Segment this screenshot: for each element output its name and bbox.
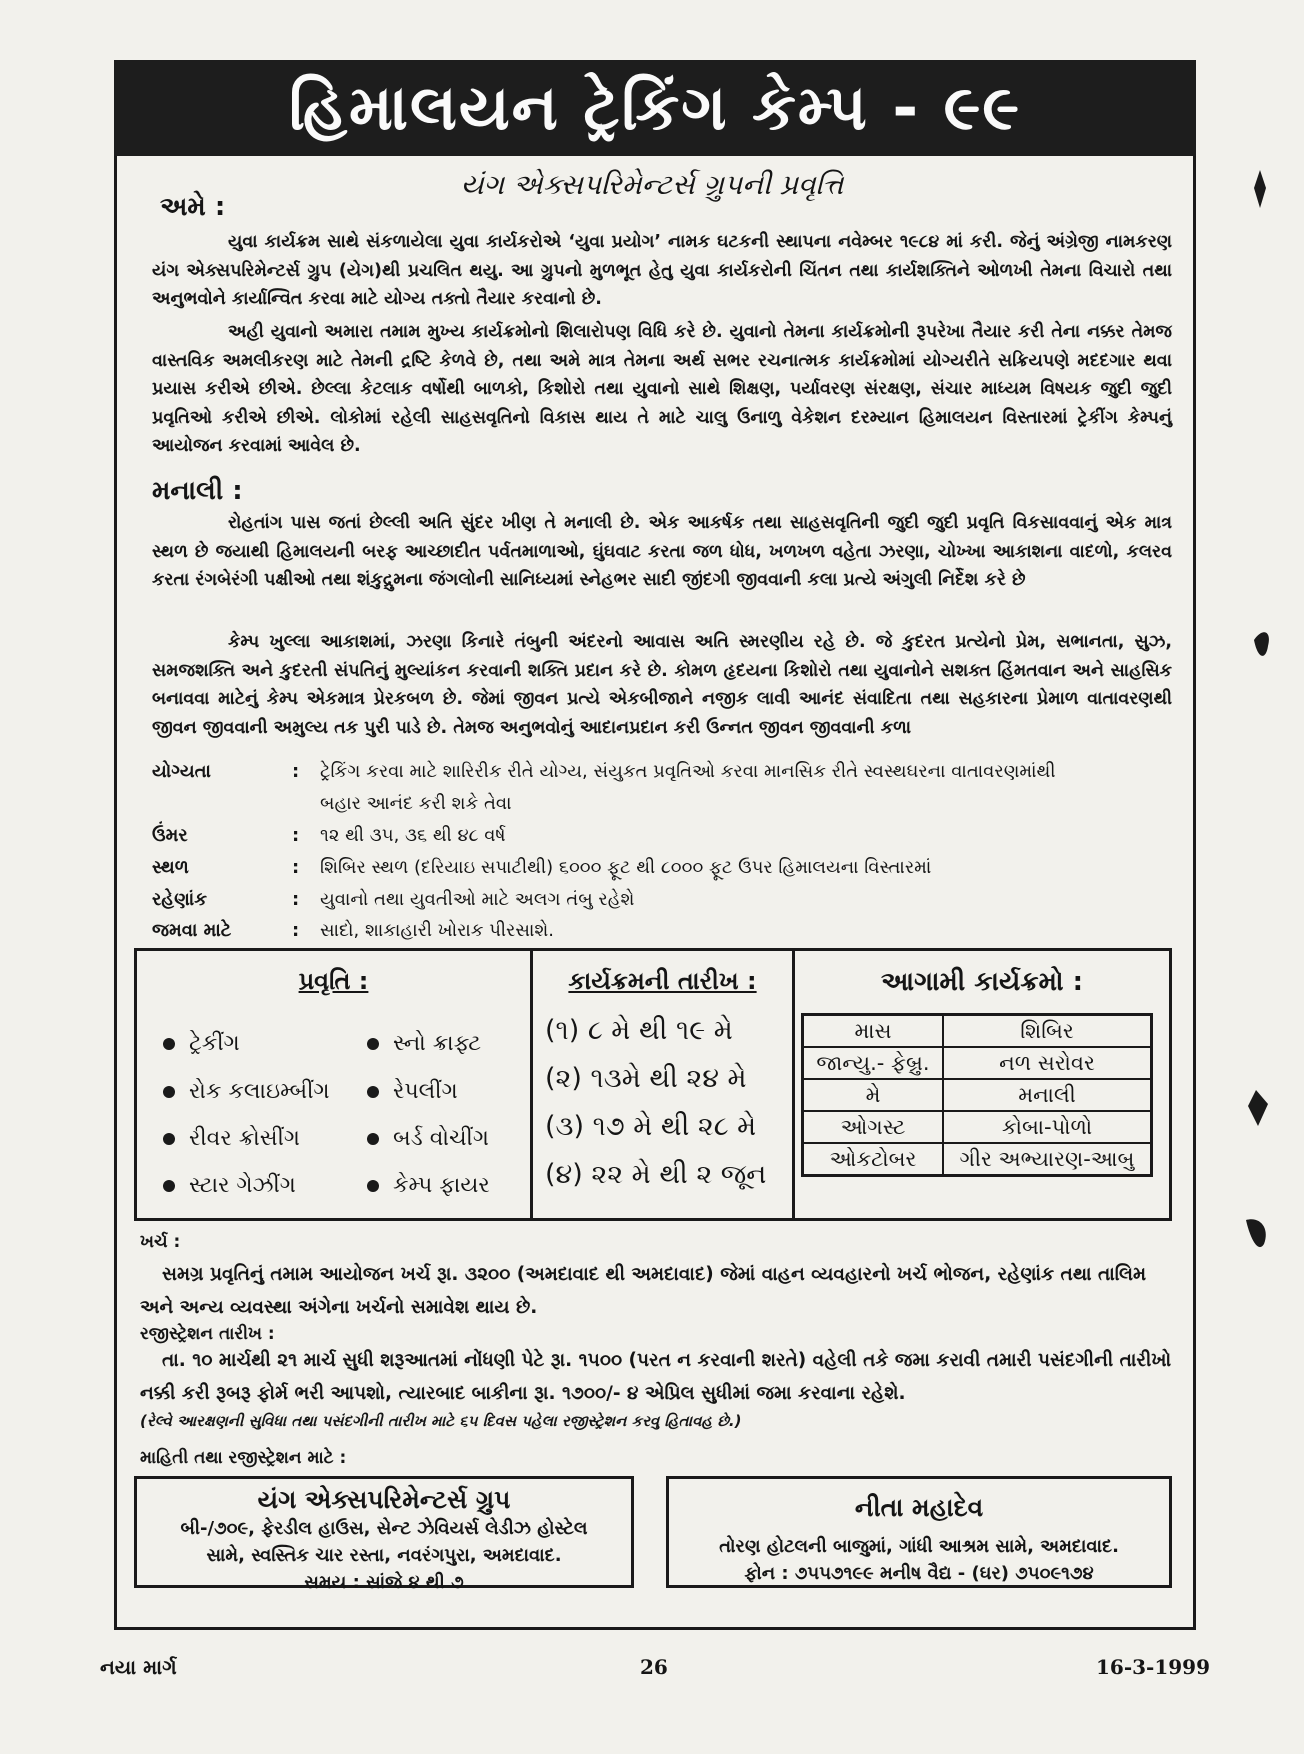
table-row xyxy=(803,1111,1152,1143)
manali-heading: મનાલી : xyxy=(152,476,243,506)
table-cell: મનાલી xyxy=(943,1079,1152,1111)
about-paragraph-1: યુવા કાર્યક્રમ સાથે સંકળાયેલા યુવા કાર્યકરોએ ‘યુવા પ્રયોગ’ નામક ઘટકની સ્થાપના નવેમ્બર ૧૯૮૪ માં કરી. જેનું અંગ્રેજી નામકરણ યંગ એક્સપરિમેન્ટર્સ ગ્રુપ (યેગ)થી પ્રચલિત થયુ. આ ગ્રુપનો મુળભૂત હેતુ યુવા કાર્યકરોની ચિંતન તથા કાર્યશક્તિને ઓળખી તેમના વિચારો તથા અનુભવોને કાર્યાન્વિત કરવા માટે યોગ્ય તક્તો તૈયાર કરવાનો છે. xyxy=(152,232,1172,309)
contact-box-person xyxy=(666,1476,1172,1588)
cost-text: સમગ્ર પ્રવૃતિનું તમામ આયોજન ખર્ચ રૂા. ૩૨૦૦ (અમદાવાદ થી અમદાવાદ) જેમાં વાહન વ્યવહારનો ખર્ચ ભોજન, રહેણાંક તથા તાલિમ અને અન્ય વ્યવસ્થા અંગેના ખર્ચનો સમાવેશ થાય છે. xyxy=(140,1264,1147,1318)
contact-name: નીતા મહાદેવ xyxy=(854,1493,984,1522)
table-cell: ઓકટોબર xyxy=(803,1143,944,1176)
contact-name: યંગ એક્સપરિમેન્ટર્સ ગ્રુપ xyxy=(257,1485,511,1514)
punch-hole-icon xyxy=(1240,160,1280,1360)
table-cell: ગીર અભ્યારણ-આબુ xyxy=(943,1143,1152,1176)
contact-box-group xyxy=(134,1476,634,1593)
footer-date: 16-3-1999 xyxy=(1096,1655,1211,1679)
detail-value: ૧૨ થી ૩૫, ૩૬ થી ૪૮ વર્ષ xyxy=(320,825,506,846)
registration-text: તા. ૧૦ માર્ચથી ૨૧ માર્ચ સુધી શરૂઆતમાં નોંધણી પેટે રૂા. ૧૫૦૦ (પરત ન કરવાની શરતે) વહેલી તકે જમા કરાવી તમારી પસંદગીની તારીખો નક્કી કરી રૂબરૂ ફોર્મ ભરી આપશો, ત્યારબાદ બાકીના રૂા. ૧૭૦૦/- ૪ એપ્રિલ સુધીમાં જમા કરવાના રહેશે. xyxy=(140,1350,1172,1404)
activity-item: રેપલીંગ xyxy=(367,1079,458,1104)
subtitle: યંગ એક્સપરિમેન્ટર્સ ગ્રુપની પ્રવૃત્તિ xyxy=(460,168,844,201)
contact-address-line: સામે, સ્વસ્તિક ચાર રસ્તા, નવરંગપુરા, અમદાવાદ. xyxy=(206,1545,562,1566)
activity-item: ટ્રેકીંગ xyxy=(163,1031,240,1056)
table-cell: નળ સરોવર xyxy=(943,1047,1152,1079)
table-header-cell: શિબિર xyxy=(943,1015,1152,1048)
detail-label: સ્થળ xyxy=(152,857,189,878)
registration-note: (રેલ્વે આરક્ષણની સુવિધા તથા પસંદગીની તારીખ માટે ૬૫ દિવસ પહેલા રજીસ્ટ્રેશન કરવુ હિતાવહ છે.) xyxy=(140,1412,742,1430)
activity-item: રીવર ક્રોસીંગ xyxy=(163,1126,300,1151)
detail-value: યુવાનો તથા યુવતીઓ માટે અલગ તંબુ રહેશે xyxy=(320,889,635,910)
activities-box xyxy=(137,951,533,1218)
table-cell: કોબા-પોળો xyxy=(943,1111,1152,1143)
activity-item: સ્નો ક્રાફ્ટ xyxy=(367,1031,481,1056)
table-row xyxy=(803,1079,1152,1111)
contact-timing: સમય : સાંજે ૪ થી ૭ xyxy=(304,1572,464,1593)
program-date-item: (૧) ૮ મે થી ૧૯ મે xyxy=(545,1015,733,1046)
detail-value: શિબિર સ્થળ (દરિયાઇ સપાટીથી) ૬૦૦૦ ફૂટ થી ૮૦૦૦ ફૂટ ઉપર હિમાલયના વિસ્તારમાં xyxy=(320,857,932,878)
table-row xyxy=(803,1047,1152,1079)
program-dates-box xyxy=(533,951,795,1218)
detail-label: ઉંમર xyxy=(152,825,188,846)
info-boxes xyxy=(134,948,1172,1221)
detail-value: સાદો, શાકાહારી ખોરાક પીરસાશે. xyxy=(320,920,554,941)
registration-heading: રજીસ્ટ્રેશન તારીખ : xyxy=(140,1324,275,1344)
contact-heading: માહિતી તથા રજીસ્ટ્રેશન માટે : xyxy=(140,1448,347,1468)
cost-heading: ખર્ચ : xyxy=(140,1232,181,1252)
program-date-item: (૨) ૧૩મે થી ૨૪ મે xyxy=(545,1063,747,1094)
activity-item: સ્ટાર ગેઝીંગ xyxy=(163,1173,296,1198)
about-paragraph-2: અહી યુવાનો અમારા તમામ મુખ્ય કાર્યક્રમોનો શિલારોપણ વિધિ કરે છે. યુવાનો તેમના કાર્યક્રમોની રૂપરેખા તૈયાર કરી તેના નક્કર તેમજ વાસ્તવિક અમલીકરણ માટે તેમની દ્રષ્ટિ કેળવે છે, તથા અમે માત્ર તેમના અર્થ સભર રચનાત્મક કાર્યક્રમોમાં યોગ્યરીતે સક્રિયપણે મદદગાર થવા પ્રયાસ કરીએ છીએ. છેલ્લા કેટલાક વર્ષોથી બાળકો, કિશોરો તથા યુવાનો સાથે શિક્ષણ, પર્યાવરણ સંરક્ષણ, સંચાર માધ્યમ વિષયક જુદી જુદી પ્રવૃતિઓ કરીએ છીએ. લોકોમાં રહેલી સાહસવૃતિનો વિકાસ થાય તે માટે ચાલુ ઉનાળુ વેકેશન દરમ્યાન હિમાલયન વિસ્તારમાં ટ્રેકીંગ કેમ્પનું આયોજન કરવામાં આવેલ છે. xyxy=(152,322,1172,456)
contact-address-line: તોરણ હોટલની બાજુમાં, ગાંધી આશ્રમ સામે, અમદાવાદ. xyxy=(719,1536,1119,1557)
activities-title: પ્રવૃતિ : xyxy=(298,967,369,995)
table-row xyxy=(803,1143,1152,1176)
manali-paragraph-1: રોહતાંગ પાસ જતાં છેલ્લી અતિ સુંદર ખીણ તે મનાલી છે. એક આકર્ષક તથા સાહસવૃતિની જુદી જુદી પ્રવૃતિ વિકસાવવાનું એક માત્ર સ્થળ છે જયાથી હિમાલયની બરફ આચ્છાદીત પર્વતમાળાઓ, ઘુંઘવાટ કરતા જળ ધોધ, ખળખળ વહેતા ઝરણા, ચોખ્ખા આકાશના વાદળો, કલરવ કરતા રંગબેરંગી પક્ષીઓ તથા શંકુદ્રુમના જંગલોની સાનિધ્યમાં સ્નેહભર સાદી જીંદગી જીવવાની કલા પ્રત્યે અંગુલી નિર્દેશ કરે છે xyxy=(152,513,1172,590)
detail-label: જમવા માટે xyxy=(152,920,232,941)
table-header-row xyxy=(803,1015,1152,1048)
contact-address-line: બી-/૭૦૯, ફેરડીલ હાઉસ, સેન્ટ ઝેવિયર્સ લેડીઝ હોસ્ટેલ xyxy=(180,1518,588,1539)
program-date-item: (૪) ૨૨ મે થી ૨ જૂન xyxy=(545,1159,767,1190)
upcoming-table xyxy=(801,1013,1153,1177)
table-cell: મે xyxy=(803,1079,944,1111)
activity-item: રોક કલાઇમ્બીંગ xyxy=(163,1079,330,1104)
banner-title: હિમાલયન ટ્રેકિંગ કેમ્પ - ૯૯ xyxy=(114,60,1196,156)
table-cell: જાન્યુ.- ફેબ્રુ. xyxy=(803,1047,944,1079)
contact-phone: ફોન : ૭૫૫૭૧૯૯ મનીષ વૈદ્ય - (ઘર) ૭૫૦૯૧૭૪ xyxy=(744,1563,1094,1584)
table-cell: ઓગસ્ટ xyxy=(803,1111,944,1143)
manali-paragraph-2: કેમ્પ ખુલ્લા આકાશમાં, ઝરણા કિનારે તંબુની અંદરનો આવાસ અતિ સ્મરણીય રહે છે. જે કુદરત પ્રત્યેનો પ્રેમ, સભાનતા, સુઝ, સમજશક્તિ અને કુદરતી સંપતિનું મુલ્યાંકન કરવાની શક્તિ પ્રદાન કરે છે. કોમળ હૃદયના કિશોરો તથા યુવાનોને સશક્ત હિંમતવાન અને સાહસિક બનાવવા માટેનું કેમ્પ એકમાત્ર પ્રેરકબળ છે. જેમાં જીવન પ્રત્યે એકબીજાને નજીક લાવી આનંદ સંવાદિતા તથા સહકારના પ્રેમાળ વાતાવરણથી જીવન જીવવાની અમુલ્ય તક પુરી પાડે છે. તેમજ અનુભવોનું આદાનપ્રદાન કરી ઉન્નત જીવન જીવવાની કળા xyxy=(152,632,1172,738)
activity-item: કેમ્પ ફાયર xyxy=(367,1173,490,1198)
upcoming-box xyxy=(795,951,1169,1218)
table-header-cell: માસ xyxy=(803,1015,944,1048)
program-date-item: (૩) ૧૭ મે થી ૨૮ મે xyxy=(545,1111,757,1142)
footer-publication: નયા માર્ગ xyxy=(100,1655,177,1679)
footer-page-number: 26 xyxy=(640,1655,668,1679)
detail-label: રહેણાંક xyxy=(152,889,207,910)
program-dates-title: કાર્યક્રમની તારીખ : xyxy=(568,967,757,995)
activity-item: બર્ડ વોચીંગ xyxy=(367,1126,489,1151)
detail-value: ટ્રેકિંગ કરવા માટે શારિરીક રીતે યોગ્ય, સંયુકત પ્રવૃતિઓ કરવા માનસિક રીતે સ્વસ્થઘરના વાતાવરણમાંથી બહાર આનંદ કરી શકે તેવા xyxy=(320,761,1056,814)
about-heading: અમે : xyxy=(160,192,226,222)
detail-label: યોગ્યતા xyxy=(152,761,211,782)
upcoming-title: આગામી કાર્યક્રમો : xyxy=(881,967,1083,997)
